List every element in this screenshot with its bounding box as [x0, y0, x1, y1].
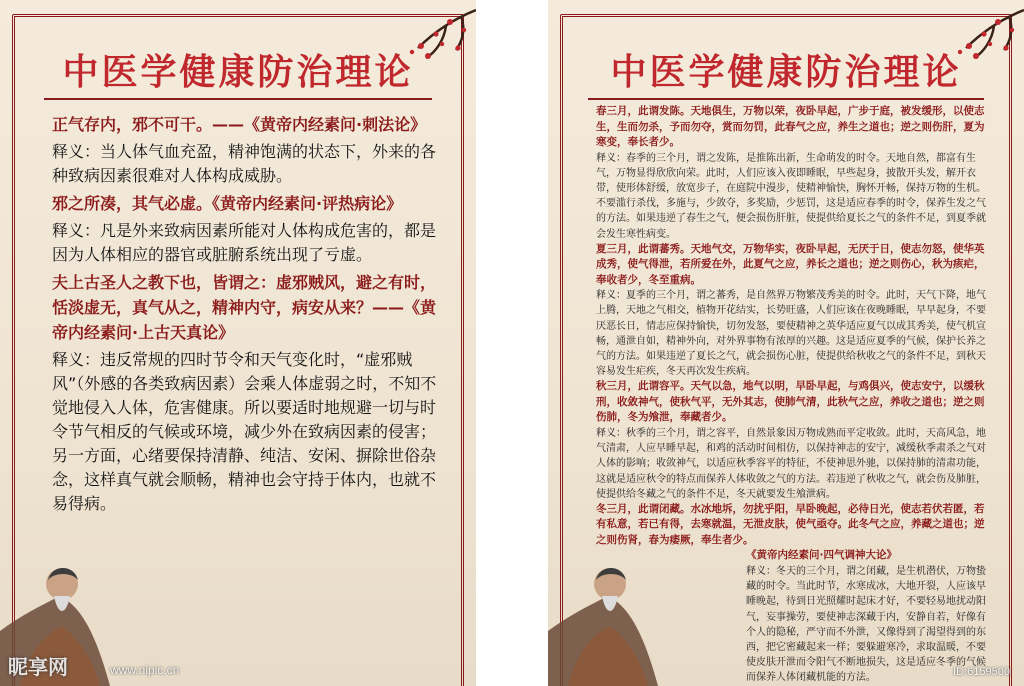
winter-quote: 冬三月，此谓闭藏。水冰地坼，勿扰乎阳，早卧晚起，必待日光，使志若伏若匿，若有私意，若已有得，去寒就温，无泄皮肤，使气亟夺。此冬气之应，养藏之道也；逆之则伤肾，春为痿厥，奉生者少。: [596, 502, 985, 546]
explanation-1: 释义：当人体气血充盈，精神饱满的状态下，外来的各种致病因素很难对人体构成威胁。: [52, 142, 437, 185]
spring-explanation: 释义：春季的三个月，谓之发陈，是推陈出新，生命萌发的时令。天地自然，都富有生气，万物显得欣欣向荣。此时，人们应该入夜即睡眠，早些起身，披散开头发，解开衣带，使形体舒缓，放宽步子，在庭院中漫步，使精神愉快，胸怀开畅，保持万物的生机。不要滥行杀伐，多施与，少敛夺，多奖励，少惩罚，这是适应春季的时令，保养生发之气的方法。如果违逆了春生之气，便会损伤肝脏，使提供给夏长之气的条件不足，到夏季就会发生寒性病变。: [596, 152, 986, 240]
content: [52, 112, 440, 519]
watermark-site: 昵享网: [8, 655, 68, 679]
watermark-id: ID:6159500: [953, 666, 1010, 678]
winter-source: 《黄帝内经素问·四气调神大论》: [746, 549, 897, 562]
quote-3: 夫上古圣人之教下也，皆谓之：虚邪贼风，避之有时，恬淡虚无，真气从之，精神内守，病安从来？——《黄帝内经素问·上古天真论》: [52, 273, 437, 342]
sage-figure-icon: [548, 536, 698, 686]
spring-quote: 春三月，此谓发陈。天地俱生，万物以荣，夜卧早起，广步于庭，被发缓形，以使志生，生而勿杀，予而勿夺，赏而勿罚，此春气之应，养生之道也；逆之则伤肝，夏为寒变，奉长者少。: [596, 105, 985, 148]
page-title: 中医学健康防治理论: [610, 52, 962, 93]
poster-right: [548, 0, 1024, 686]
autumn-explanation: 释义：秋季的三个月，谓之容平，自然景象因万物成熟而平定收敛。此时，天高风急，地气清肃，人应早睡早起，和鸡的活动时间相仿，以保持神志的安宁，减缓秋季肃杀之气对人体的影响；收敛神气，以适应秋季容平的特征，不使神思外驰，以保持肺的清肃功能，这就是适应秋令的特点而保养人体收敛之气的方法。若违逆了秋收之气，就会伤及肺脏，使提供给冬藏之气的条件不足，冬天就要发生飧泄病。: [596, 427, 986, 500]
summer-quote: 夏三月，此谓蕃秀。天地气交，万物华实，夜卧早起，无厌于日，使志勿怒，使华英成秀，使气得泄，若所爱在外，此夏气之应，养长之道也；逆之则伤心，秋为痎疟，奉收者少，冬至重病。: [596, 242, 985, 286]
quote-2: 邪之所凑，其气必虚。《黄帝内经素问·评热病论》: [52, 194, 403, 213]
title-divider: [44, 98, 432, 100]
autumn-quote: 秋三月，此谓容平。天气以急，地气以明，早卧早起，与鸡俱兴，使志安宁，以缓秋刑，收敛神气，使秋气平，无外其志，使肺气清，此秋气之应，养收之道也；逆之则伤肺，冬为飧泄，奉藏者少。: [596, 380, 985, 424]
page-title: 中医学健康防治理论: [62, 52, 414, 93]
title-divider: [588, 98, 984, 100]
quote-1: 正气存内，邪不可干。——《黄帝内经素问·刺法论》: [52, 115, 427, 134]
watermark-url: www.nipic.cn: [110, 663, 180, 677]
poster-left: [0, 0, 476, 686]
explanation-2: 释义：凡是外来致病因素所能对人体构成危害的，都是因为人体相应的器官或脏腑系统出现了亏虚。: [52, 221, 437, 264]
explanation-3: 释义：违反常规的四时节令和天气变化时，“虚邪贼风”（外感的各类致病因素）会乘人体虚弱之时，不知不觉地侵入人体，危害健康。所以要适时地规避一切与时令节气相反的气候或环境，减少外在致病因素的侵害；另一方面，心绪要保持清静、纯洁、安闲、摒除世俗杂念，这样真气就会顺畅，精神也会守持于体内，也就不易得病。: [52, 350, 437, 513]
summer-explanation: 释义：夏季的三个月，谓之蕃秀，是自然界万物繁茂秀美的时令。此时，天气下降，地气上腾，天地之气相交，植物开花结实，长势旺盛，人们应该在夜晚睡眠，早早起身，不要厌恶长日，情志应保持愉快，切勿发怒，要使精神之英华适应夏气以成其秀美，使气机宣畅，通泄自如，精神外向，对外界事物有浓厚的兴趣。这是适应夏季的气候，保护长养之气的方法。如果违逆了夏长之气，就会损伤心脏，使提供给秋收之气的条件不足，到秋天容易发生疟疾，冬天再次发生疾病。: [596, 290, 986, 378]
winter-explanation: 释义：冬天的三个月，谓之闭藏，是生机潜伏，万物蛰藏的时令。当此时节，水寒成冰，大地开裂，人应该早睡晚起，待到日光照耀时起床才好，不要轻易地扰动阳气，妄事操劳，要使神志深藏于内，安静自若，好像有个人的隐秘，严守而不外泄，又像得到了渴望得到的东西，把它密藏起来一样；要躲避寒冷，求取温暖，不要使皮肤开泄而令阳气不断地损失，这是适应冬季的气候而保养人体闭藏机能的方法。: [746, 565, 986, 684]
